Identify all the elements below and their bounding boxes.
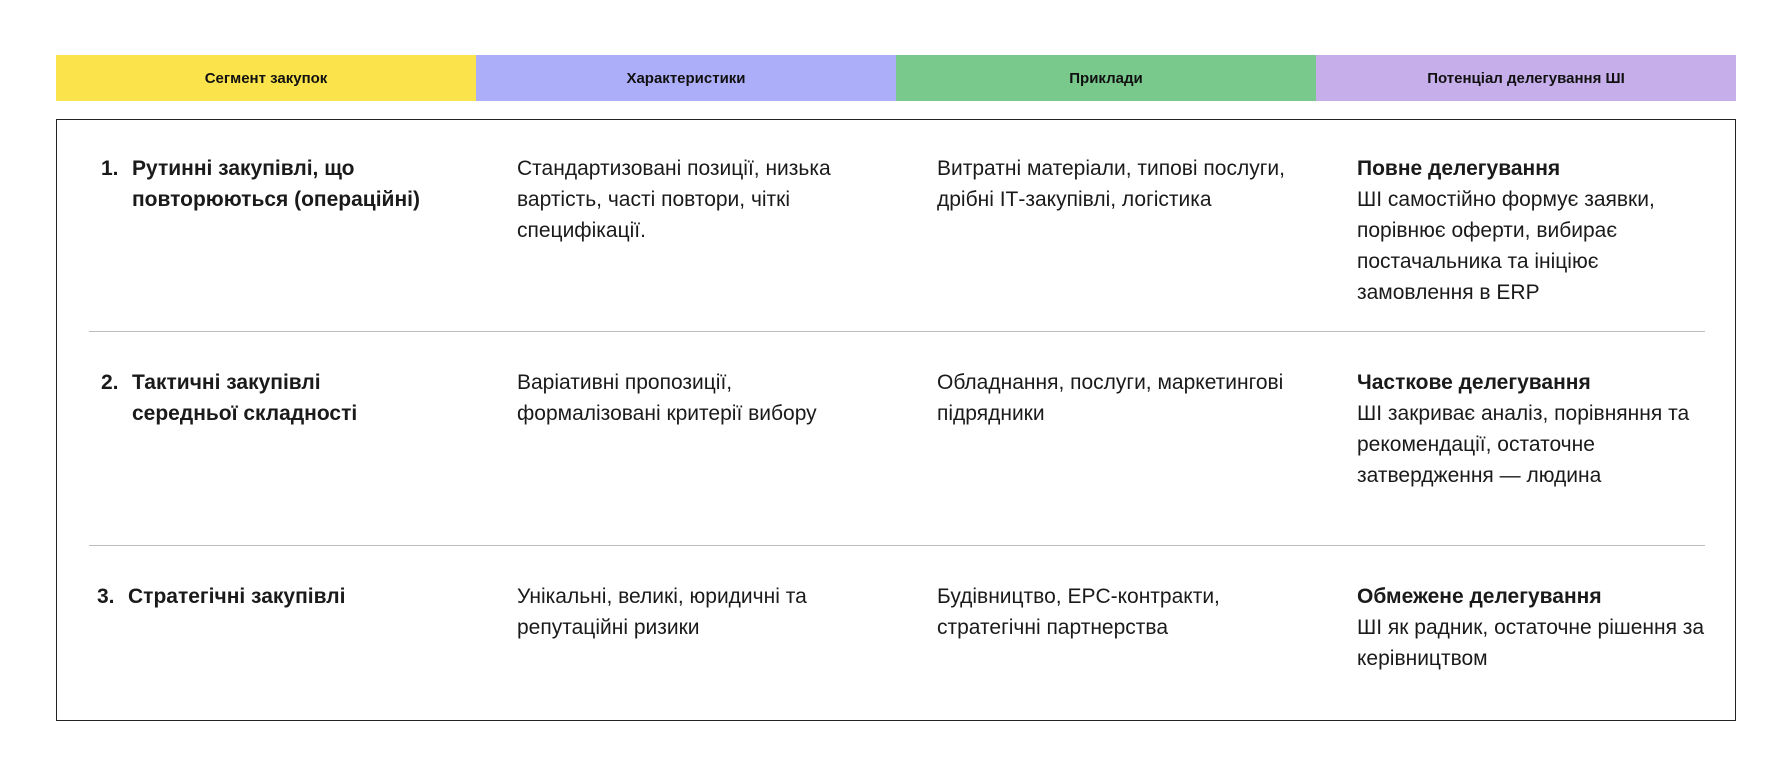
row-divider xyxy=(89,545,1705,546)
segment-name: Тактичні закупівлі середньої складності xyxy=(132,371,358,425)
examples-cell: Обладнання, послуги, маркетингові підрядники xyxy=(937,371,1284,425)
row-number: 2. xyxy=(101,371,119,394)
examples-cell: Витратні матеріали, типові послуги, дрібні ІТ-закупівлі, логістика xyxy=(937,157,1285,211)
potential-title: Обмежене делегування xyxy=(1357,585,1602,608)
potential-title: Часткове делегування xyxy=(1357,371,1591,394)
characteristics-cell: Унікальні, великі, юридичні та репутаційні ризики xyxy=(517,585,807,639)
potential-text: ШІ закриває аналіз, порівняння та рекомендації, остаточне затвердження — людина xyxy=(1357,402,1690,487)
segment-name: Рутинні закупівлі, що повторюються (операційні) xyxy=(132,157,420,211)
header-examples: Приклади xyxy=(896,55,1316,101)
examples-cell: Будівництво, EPC-контракти, стратегічні партнерства xyxy=(937,585,1220,639)
segment-cell xyxy=(101,367,431,429)
characteristics-cell: Стандартизовані позиції, низька вартість, часті повтори, чіткі специфікації. xyxy=(517,157,831,242)
potential-text: ШІ самостійно формує заявки, порівнює оферти, вибирає постачальника та ініціює замовлення в ERP xyxy=(1357,188,1655,304)
potential-text: ШІ як радник, остаточне рішення за керівництвом xyxy=(1357,616,1705,670)
characteristics-cell: Варіативні пропозиції, формалізовані критерії вибору xyxy=(517,371,817,425)
header-potential: Потенціал делегування ШІ xyxy=(1316,55,1736,101)
header-segment: Сегмент закупок xyxy=(56,55,476,101)
potential-cell xyxy=(1357,153,1717,308)
segment-cell xyxy=(101,153,431,215)
potential-cell xyxy=(1357,367,1717,491)
potential-title: Повне делегування xyxy=(1357,157,1561,180)
potential-cell xyxy=(1357,581,1717,674)
table-header xyxy=(56,55,1736,101)
table-body xyxy=(56,119,1736,721)
row-number: 1. xyxy=(101,157,119,180)
segment-cell xyxy=(97,581,427,612)
row-divider xyxy=(89,331,1705,332)
segment-name: Стратегічні закупівлі xyxy=(128,585,346,608)
header-characteristics: Характеристики xyxy=(476,55,896,101)
row-number: 3. xyxy=(97,585,115,608)
